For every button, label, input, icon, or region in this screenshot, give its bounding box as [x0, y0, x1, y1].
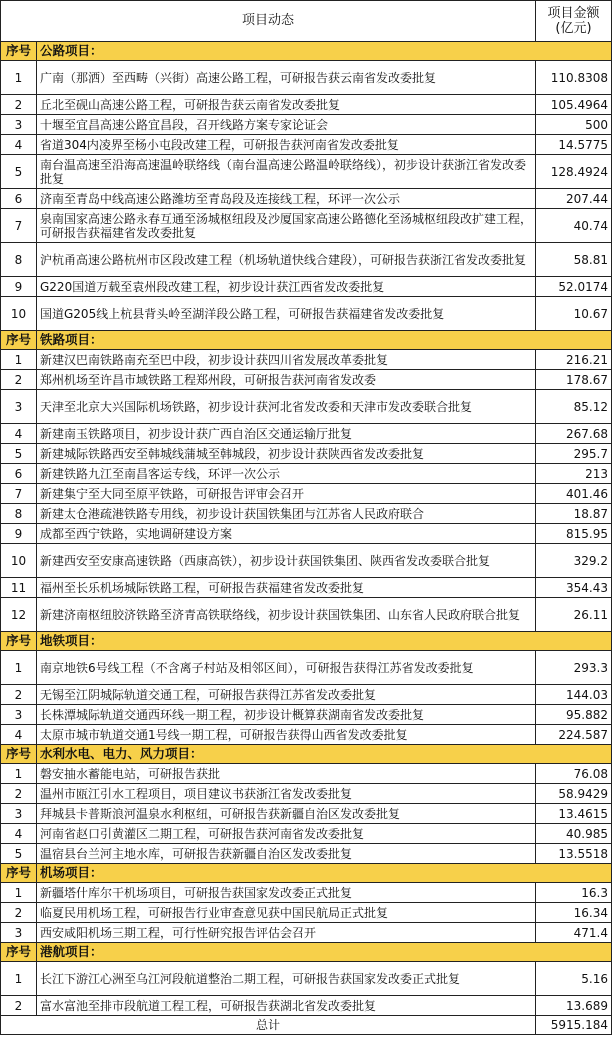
row-amount: 13.4615 — [536, 804, 612, 824]
row-amount: 144.03 — [536, 685, 612, 705]
row-number: 8 — [1, 243, 37, 277]
row-amount: 224.587 — [536, 725, 612, 745]
row-number: 4 — [1, 725, 37, 745]
table-row — [1, 390, 612, 424]
section-no-label: 序号 — [1, 745, 37, 764]
row-number: 11 — [1, 578, 37, 598]
row-number: 8 — [1, 504, 37, 524]
row-number: 4 — [1, 135, 37, 155]
table-row — [1, 578, 612, 598]
row-amount: 40.985 — [536, 824, 612, 844]
section-no-label: 序号 — [1, 632, 37, 651]
table-row — [1, 962, 612, 996]
table-row — [1, 598, 612, 632]
section-header — [1, 331, 612, 350]
section-title: 地铁项目： — [37, 632, 612, 651]
table-row — [1, 804, 612, 824]
row-amount: 26.11 — [536, 598, 612, 632]
row-number: 4 — [1, 424, 37, 444]
row-description: 南台温高速至沿海高速温岭联络线（南台温高速公路温岭联络线），初步设计获浙江省发改委批复 — [37, 155, 536, 189]
row-amount: 16.3 — [536, 883, 612, 903]
row-description: 新建太仓港疏港铁路专用线，初步设计获国铁集团与江苏省人民政府联合 — [37, 504, 536, 524]
section-header — [1, 632, 612, 651]
row-amount: 178.67 — [536, 370, 612, 390]
row-number: 2 — [1, 784, 37, 804]
row-description: 福州至长乐机场城际铁路工程，可研报告获福建省发改委批复 — [37, 578, 536, 598]
row-description: 无锡至江阴城际轨道交通工程，可研报告获得江苏省发改委批复 — [37, 685, 536, 705]
row-description: 十堰至宜昌高速公路宜昌段，召开线路方案专家论证会 — [37, 115, 536, 135]
table-row — [1, 243, 612, 277]
table-row — [1, 996, 612, 1016]
table-row — [1, 883, 612, 903]
row-description: 广南（那洒）至西畴（兴街）高速公路工程，可研报告获云南省发改委批复 — [37, 61, 536, 95]
row-amount: 10.67 — [536, 297, 612, 331]
row-number: 6 — [1, 464, 37, 484]
row-number: 12 — [1, 598, 37, 632]
total-amount: 5915.184 — [536, 1016, 612, 1035]
row-number: 9 — [1, 277, 37, 297]
header-amount: 项目金额(亿元) — [536, 1, 612, 42]
section-no-label: 序号 — [1, 42, 37, 61]
row-amount: 58.9429 — [536, 784, 612, 804]
row-number: 2 — [1, 996, 37, 1016]
table-row — [1, 504, 612, 524]
row-number: 3 — [1, 705, 37, 725]
table-row — [1, 424, 612, 444]
row-description: G220国道万载至袁州段改建工程，初步设计获江西省发改委批复 — [37, 277, 536, 297]
row-amount: 18.87 — [536, 504, 612, 524]
table-row — [1, 297, 612, 331]
row-number: 1 — [1, 350, 37, 370]
row-number: 1 — [1, 883, 37, 903]
row-amount: 110.8308 — [536, 61, 612, 95]
row-amount: 500 — [536, 115, 612, 135]
row-description: 拜城县卡普斯浪河温泉水利枢纽，可研报告获新疆自治区发改委批复 — [37, 804, 536, 824]
row-description: 济南至青岛中线高速公路潍坊至青岛段及连接线工程，环评一次公示 — [37, 189, 536, 209]
table-row — [1, 61, 612, 95]
row-description: 西安咸阳机场三期工程，可行性研究报告评估会召开 — [37, 923, 536, 943]
row-amount: 329.2 — [536, 544, 612, 578]
table-row — [1, 651, 612, 685]
section-title: 公路项目： — [37, 42, 612, 61]
row-amount: 13.689 — [536, 996, 612, 1016]
section-header — [1, 943, 612, 962]
row-amount: 354.43 — [536, 578, 612, 598]
section-no-label: 序号 — [1, 943, 37, 962]
row-amount: 293.3 — [536, 651, 612, 685]
table-row — [1, 115, 612, 135]
header-project: 项目动态 — [1, 1, 536, 42]
section-no-label: 序号 — [1, 331, 37, 350]
row-description: 温州市瓯江引水工程项目，项目建议书获浙江省发改委批复 — [37, 784, 536, 804]
row-number: 3 — [1, 804, 37, 824]
row-amount: 13.5518 — [536, 844, 612, 864]
row-description: 沪杭甬高速公路杭州市区段改建工程（机场轨道快线合建段），可研报告获浙江省发改委批复 — [37, 243, 536, 277]
row-amount: 5.16 — [536, 962, 612, 996]
row-number: 1 — [1, 651, 37, 685]
table-row — [1, 725, 612, 745]
row-description: 河南省赵口引黄灌区二期工程，可研报告获河南省发改委批复 — [37, 824, 536, 844]
row-description: 温宿县台兰河主地水库，可研报告获新疆自治区发改委批复 — [37, 844, 536, 864]
row-description: 泉南国家高速公路永春互通至汤城枢纽段及沙厦国家高速公路德化至汤城枢纽段改扩建工程，可研报告获福建省发改委批复 — [37, 209, 536, 243]
table-row — [1, 464, 612, 484]
total-label: 总计 — [1, 1016, 536, 1035]
table-header — [1, 1, 612, 42]
total-row — [1, 1016, 612, 1035]
row-amount: 128.4924 — [536, 155, 612, 189]
row-number: 5 — [1, 155, 37, 189]
row-description: 新建西安至安康高速铁路（西康高铁），初步设计获国铁集团、陕西省发改委联合批复 — [37, 544, 536, 578]
section-title: 港航项目： — [37, 943, 612, 962]
row-number: 10 — [1, 544, 37, 578]
table-row — [1, 685, 612, 705]
row-description: 临夏民用机场工程，可研报告行业审查意见获中国民航局正式批复 — [37, 903, 536, 923]
row-number: 1 — [1, 764, 37, 784]
row-description: 磐安抽水蓄能电站，可研报告获批 — [37, 764, 536, 784]
row-amount: 16.34 — [536, 903, 612, 923]
row-description: 天津至北京大兴国际机场铁路，初步设计获河北省发改委和天津市发改委联合批复 — [37, 390, 536, 424]
row-description: 富水富池至排市段航道工程工程，可研报告获湖北省发改委批复 — [37, 996, 536, 1016]
row-number: 3 — [1, 390, 37, 424]
table-row — [1, 544, 612, 578]
row-number: 5 — [1, 444, 37, 464]
row-description: 新建南玉铁路项目，初步设计获广西自治区交通运输厅批复 — [37, 424, 536, 444]
table-row — [1, 370, 612, 390]
row-number: 7 — [1, 209, 37, 243]
row-amount: 295.7 — [536, 444, 612, 464]
row-number: 6 — [1, 189, 37, 209]
row-number: 3 — [1, 923, 37, 943]
row-amount: 52.0174 — [536, 277, 612, 297]
table-row — [1, 350, 612, 370]
section-title: 铁路项目： — [37, 331, 612, 350]
row-description: 成都至西宁铁路，实地调研建设方案 — [37, 524, 536, 544]
row-number: 9 — [1, 524, 37, 544]
row-amount: 216.21 — [536, 350, 612, 370]
section-title: 机场项目： — [37, 864, 612, 883]
table-row — [1, 903, 612, 923]
section-header — [1, 864, 612, 883]
row-description: 南京地铁6号线工程（不含离子村站及相邻区间），可研报告获得江苏省发改委批复 — [37, 651, 536, 685]
row-description: 郑州机场至许昌市域铁路工程郑州段，可研报告获河南省发改委 — [37, 370, 536, 390]
row-number: 2 — [1, 903, 37, 923]
table-row — [1, 764, 612, 784]
table-row — [1, 209, 612, 243]
table-row — [1, 844, 612, 864]
row-amount: 58.81 — [536, 243, 612, 277]
row-description: 新建城际铁路西安至韩城线蒲城至韩城段，初步设计获陕西省发改委批复 — [37, 444, 536, 464]
row-amount: 95.882 — [536, 705, 612, 725]
row-amount: 401.46 — [536, 484, 612, 504]
section-header — [1, 42, 612, 61]
row-number: 7 — [1, 484, 37, 504]
row-description: 国道G205线上杭县背头岭至湖洋段公路工程，可研报告获福建省发改委批复 — [37, 297, 536, 331]
table-row — [1, 277, 612, 297]
row-number: 1 — [1, 962, 37, 996]
section-title: 水利水电、电力、风力项目： — [37, 745, 612, 764]
row-number: 2 — [1, 370, 37, 390]
row-number: 5 — [1, 844, 37, 864]
row-amount: 76.08 — [536, 764, 612, 784]
table-row — [1, 189, 612, 209]
row-description: 长株潭城际轨道交通西环线一期工程，初步设计概算获湖南省发改委批复 — [37, 705, 536, 725]
row-description: 新建集宁至大同至原平铁路，可研报告评审会召开 — [37, 484, 536, 504]
row-description: 丘北至砚山高速公路工程，可研报告获云南省发改委批复 — [37, 95, 536, 115]
row-description: 新建济南枢纽胶济铁路至济青高铁联络线，初步设计获国铁集团、山东省人民政府联合批复 — [37, 598, 536, 632]
table-row — [1, 135, 612, 155]
row-amount: 85.12 — [536, 390, 612, 424]
table-row — [1, 444, 612, 464]
row-amount: 267.68 — [536, 424, 612, 444]
row-description: 太原市城市轨道交通1号线一期工程，可研报告获得山西省发改委批复 — [37, 725, 536, 745]
row-amount: 207.44 — [536, 189, 612, 209]
table-row — [1, 923, 612, 943]
row-number: 10 — [1, 297, 37, 331]
row-description: 新建铁路九江至南昌客运专线，环评一次公示 — [37, 464, 536, 484]
section-no-label: 序号 — [1, 864, 37, 883]
table-row — [1, 524, 612, 544]
row-description: 新建汉巴南铁路南充至巴中段，初步设计获四川省发展改革委批复 — [37, 350, 536, 370]
row-amount: 105.4964 — [536, 95, 612, 115]
row-amount: 40.74 — [536, 209, 612, 243]
row-number: 2 — [1, 95, 37, 115]
row-description: 省道304内凌界至杨小屯段改建工程，可研报告获河南省发改委批复 — [37, 135, 536, 155]
row-number: 3 — [1, 115, 37, 135]
row-description: 新疆塔什库尔干机场项目，可研报告获国家发改委正式批复 — [37, 883, 536, 903]
table-row — [1, 484, 612, 504]
table-row — [1, 155, 612, 189]
table-row — [1, 784, 612, 804]
row-number: 2 — [1, 685, 37, 705]
table-row — [1, 824, 612, 844]
row-amount: 213 — [536, 464, 612, 484]
table-row — [1, 705, 612, 725]
row-amount: 14.5775 — [536, 135, 612, 155]
row-amount: 815.95 — [536, 524, 612, 544]
row-amount: 471.4 — [536, 923, 612, 943]
row-number: 4 — [1, 824, 37, 844]
row-number: 1 — [1, 61, 37, 95]
table-row — [1, 95, 612, 115]
row-description: 长江下游江心洲至乌江河段航道整治二期工程，可研报告获国家发改委正式批复 — [37, 962, 536, 996]
section-header — [1, 745, 612, 764]
